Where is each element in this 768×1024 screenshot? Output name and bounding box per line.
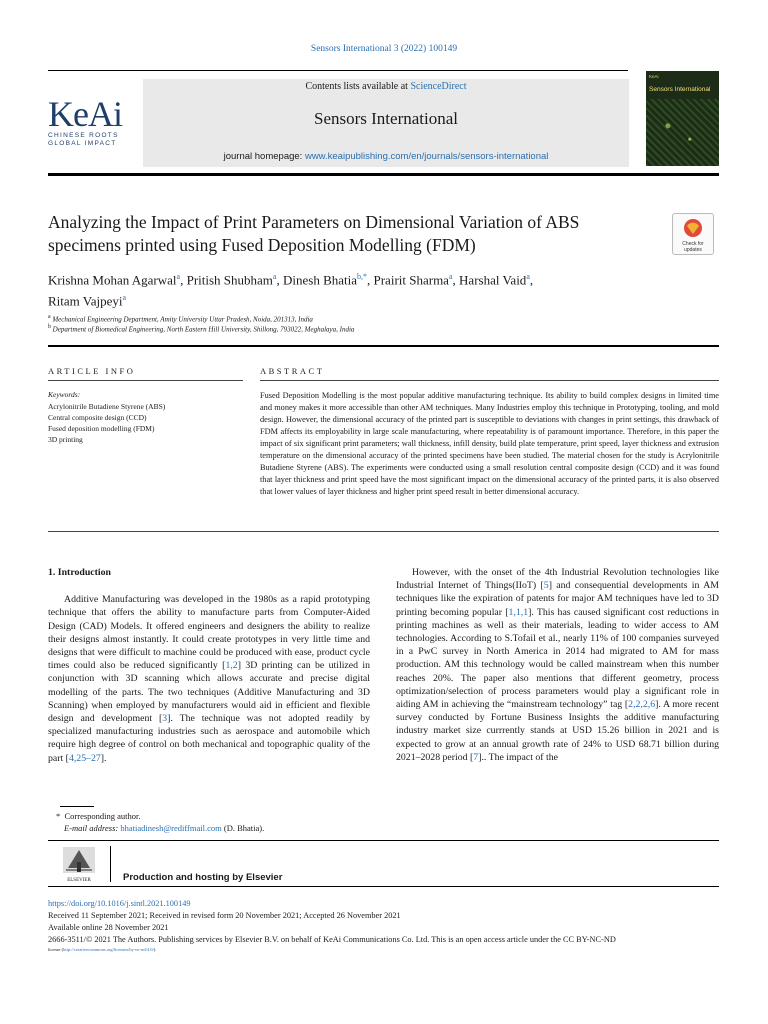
author-name: Ritam Vajpeyi bbox=[48, 293, 123, 309]
author-affil-marker[interactable]: a bbox=[448, 272, 453, 281]
sciencedirect-link[interactable]: ScienceDirect bbox=[410, 81, 467, 92]
author-name: Harshal Vaid bbox=[459, 272, 527, 288]
keai-logo-sub1: CHINESE ROOTS bbox=[48, 132, 119, 139]
author-affil-marker[interactable]: a bbox=[526, 272, 530, 281]
citation-link[interactable]: 5 bbox=[543, 580, 549, 592]
article-metadata bbox=[48, 898, 719, 954]
journal-homepage-link[interactable]: www.keaipublishing.com/en/journals/sensors-international bbox=[304, 151, 549, 162]
author-name: Prairit Sharma bbox=[373, 272, 449, 288]
article-title: Analyzing the Impact of Print Parameters on Dimensional Variation of ABS specimens printed using Fused Deposition Modelling (FDM) bbox=[48, 212, 580, 255]
cover-pattern bbox=[646, 99, 719, 166]
citation-link[interactable]: 3 bbox=[162, 713, 168, 725]
cover-title: Sensors International bbox=[649, 86, 711, 93]
journal-cover-image[interactable] bbox=[646, 71, 719, 166]
keai-logo bbox=[48, 96, 140, 156]
author-name: Krishna Mohan Agarwal bbox=[48, 272, 177, 288]
keai-logo-word: KeAi bbox=[48, 94, 122, 134]
elsevier-hosting-text: Production and hosting by Elsevier bbox=[123, 872, 283, 883]
journal-reference[interactable] bbox=[0, 44, 768, 54]
copyright-line: 2666-3511/© 2021 The Authors. Publishing services by Elsevier B.V. on behalf of KeAi Communications Co. Ltd. This is an open access article under the CC BY-NC-ND bbox=[48, 935, 616, 944]
author-affil-marker[interactable]: a bbox=[122, 293, 127, 303]
body-column-right bbox=[396, 566, 719, 764]
contents-available-line bbox=[143, 81, 629, 92]
affiliation-marker: b bbox=[48, 324, 51, 330]
elsevier-hosting-box bbox=[48, 840, 719, 887]
citation-link[interactable]: 4,25–27 bbox=[68, 752, 101, 764]
author-affil-marker[interactable]: a bbox=[176, 272, 181, 281]
corresponding-author-footnote: * Corresponding author. E-mail address: bhatiadinesh@rediffmail.com (D. Bhatia). bbox=[56, 811, 265, 833]
contents-prefix: Contents lists available at bbox=[305, 81, 411, 92]
check-for-updates-badge[interactable] bbox=[672, 213, 714, 255]
masthead-top-rule bbox=[48, 70, 628, 71]
article-info-rule bbox=[48, 380, 243, 381]
elsevier-bottom-rule bbox=[48, 886, 719, 887]
check-updates-icon bbox=[673, 214, 713, 254]
section-heading-introduction: 1. Introduction bbox=[48, 567, 111, 578]
keywords-list bbox=[48, 401, 165, 445]
author-name: Pritish Shubham bbox=[186, 272, 273, 288]
body-paragraph: Additive Manufacturing was developed in the 1980s as a rapid prototyping technique that offers the ability to manufacture parts from Computer-Aided Design (CAD) Models. It offered engineers and designers the ability to realize their designs almost instantly. It could create prototypes in very little time and designs that were difficult to machine could be produced with ease, product cycle times could also be reduced significantly [1,2] 3D printing can be utilized in conjunction with 3D scanning which allows accurate and precise digital modelling of the parts. The two techniques (Additive Manufacturing and 3D Scanning) when employed by manufacturers would aid in efficient and flexible design and development [3]. The technique was not adopted readily by specialized manufacturing industries such as aerospace and automobile which require high degree of control on both mechanical and topographic quality of the part [4,25–27]. bbox=[48, 594, 371, 764]
keywords-label: Keywords: bbox=[48, 390, 81, 399]
elsevier-top-rule bbox=[48, 840, 719, 841]
keyword-item: Fused deposition modelling (FDM) bbox=[48, 424, 155, 433]
journal-homepage-line bbox=[143, 151, 629, 162]
elsevier-tree-icon bbox=[60, 844, 98, 884]
affiliation bbox=[48, 324, 354, 333]
keyword-item: Acrylonitrile Butadiene Styrene (ABS) bbox=[48, 402, 166, 411]
citation-link[interactable]: 2,2,2,6 bbox=[628, 699, 656, 711]
check-updates-line1: Check for bbox=[682, 241, 704, 247]
body-column-left bbox=[48, 566, 370, 765]
title-block-divider bbox=[48, 345, 719, 347]
affiliation-text: Department of Biomedical Engineering, North Eastern Hill University, Shillong, 793022, Meghalaya, India bbox=[52, 325, 355, 334]
author-affil-marker[interactable]: a bbox=[272, 272, 277, 281]
article-info-heading: ARTICLE INFO bbox=[48, 366, 136, 376]
affiliation bbox=[48, 314, 313, 323]
check-updates-line2: updates bbox=[684, 247, 702, 253]
author-affil-marker[interactable]: b,* bbox=[357, 272, 367, 281]
citation-link[interactable]: 1,1,1 bbox=[508, 606, 529, 618]
license-link[interactable]: http://creativecommons.org/licenses/by-nc-nd/4.0/ bbox=[63, 947, 154, 952]
abstract-rule bbox=[260, 380, 719, 381]
journal-reference-link[interactable]: Sensors International 3 (2022) 100149 bbox=[310, 44, 458, 54]
author-list: Krishna Mohan Agarwal$^a$, Pritish Shubham$^a$, Dinesh Bhatia$^{b,*}$, Prairit Sharma$^a$, Harshal Vaid$^a$, Ritam Vajpeyi$^a$ bbox=[48, 272, 534, 309]
footnote-star: * bbox=[56, 811, 61, 821]
abstract-text: Fused Deposition Modelling is the most popular additive manufacturing technique. Its ability to build complex designs in limited time and money makes it more accessible than other AM techniques. Many Industries employ this technique in Prototyping, tooling, and mold design. However, the dimensional accuracy of the printed part is susceptible to deviations with changes in print settings, this drawback of FDM affects its employability in large scale manufacturing, where repeatability is of paramount importance. Therefore, in this paper the impact of six significant print parameters; wall thickness, infill density, build plate temperature, print speed, layer thickness and extrusion temperature on the dimensional accuracy of the printed specimens have been studied. The material chosen for the study is Acrylonitrile Butadiene Styrene (ABS). The experiments were conducted using a small resolution central composite design (CCD) and it was found that layer thickness and print speed have the most significant impact on the dimensional accuracy of the printed parts, it is also observed that lower values of layer thickness and higher print speed result in better dimensional accuracy. bbox=[260, 391, 719, 496]
affiliation-text: Mechanical Engineering Department, Amity University Uttar Pradesh, Noida, 201313, India bbox=[52, 315, 313, 324]
abstract-bottom-rule bbox=[48, 531, 719, 532]
journal-title: Sensors International bbox=[314, 109, 458, 128]
cover-publisher: KeAi bbox=[649, 74, 659, 79]
citation-link[interactable]: 1,2 bbox=[225, 660, 238, 672]
elsevier-logo-text: ELSEVIER bbox=[67, 878, 91, 883]
license-line: license (http://creativecommons.org/licenses/by-nc-nd/4.0/). bbox=[48, 947, 157, 952]
received-dates: Received 11 September 2021; Received in revised form 20 November 2021; Accepted 26 November 2021 bbox=[48, 911, 401, 920]
keyword-item: 3D printing bbox=[48, 435, 83, 444]
email-label: E-mail address: bbox=[64, 823, 121, 833]
corresponding-label: Corresponding author. bbox=[64, 811, 141, 821]
header-divider bbox=[48, 173, 719, 176]
author-email-link[interactable]: bhatiadinesh@rediffmail.com bbox=[120, 823, 222, 833]
footnote-rule bbox=[60, 806, 94, 807]
affiliation-marker: a bbox=[48, 314, 51, 320]
abstract-heading: ABSTRACT bbox=[260, 366, 325, 376]
citation-link[interactable]: 7 bbox=[473, 751, 479, 763]
homepage-prefix: journal homepage: bbox=[223, 151, 305, 162]
available-online-date: Available online 28 November 2021 bbox=[48, 923, 169, 932]
keyword-item: Central composite design (CCD) bbox=[48, 413, 147, 422]
elsevier-divider bbox=[110, 846, 111, 882]
keai-logo-sub2: GLOBAL IMPACT bbox=[48, 140, 117, 147]
doi-link[interactable]: https://doi.org/10.1016/j.sintl.2021.100149 bbox=[48, 899, 191, 908]
author-name: Dinesh Bhatia bbox=[282, 272, 357, 288]
body-paragraph: However, with the onset of the 4th Industrial Revolution technologies like Industrial Internet of Things(IIoT) [5] and consequential developments in AM techniques like the expiration of patents for major AM techniques have led to 3D printing becoming popular [1,1,1]. This has caused significant cost reductions in printing machines as well as their materials, leading to wider access to AM technologies. According to S.Tofail et al., nearly 11% of 100 companies surveyed in a PwC survey in North America in 2014 had migrated to AM for mass production. AM this technology would be called mainstream when this number reaches 20%. The paper also mentions that different geometry, process optimization/selection of process parameters would play a significant role in aiding AM in achieving the “mainstream technology” tag [2,2,2,6]. A more recent survey conducted by Fortune Business Insights the additive manufacturing industry market size currrently stands at USD 15.26 billion in 2021 and is expected to grow at an annual growth rate of 24% to USD 68.71 billion during 2021–2028 period [7].. The impact of the bbox=[396, 567, 719, 763]
